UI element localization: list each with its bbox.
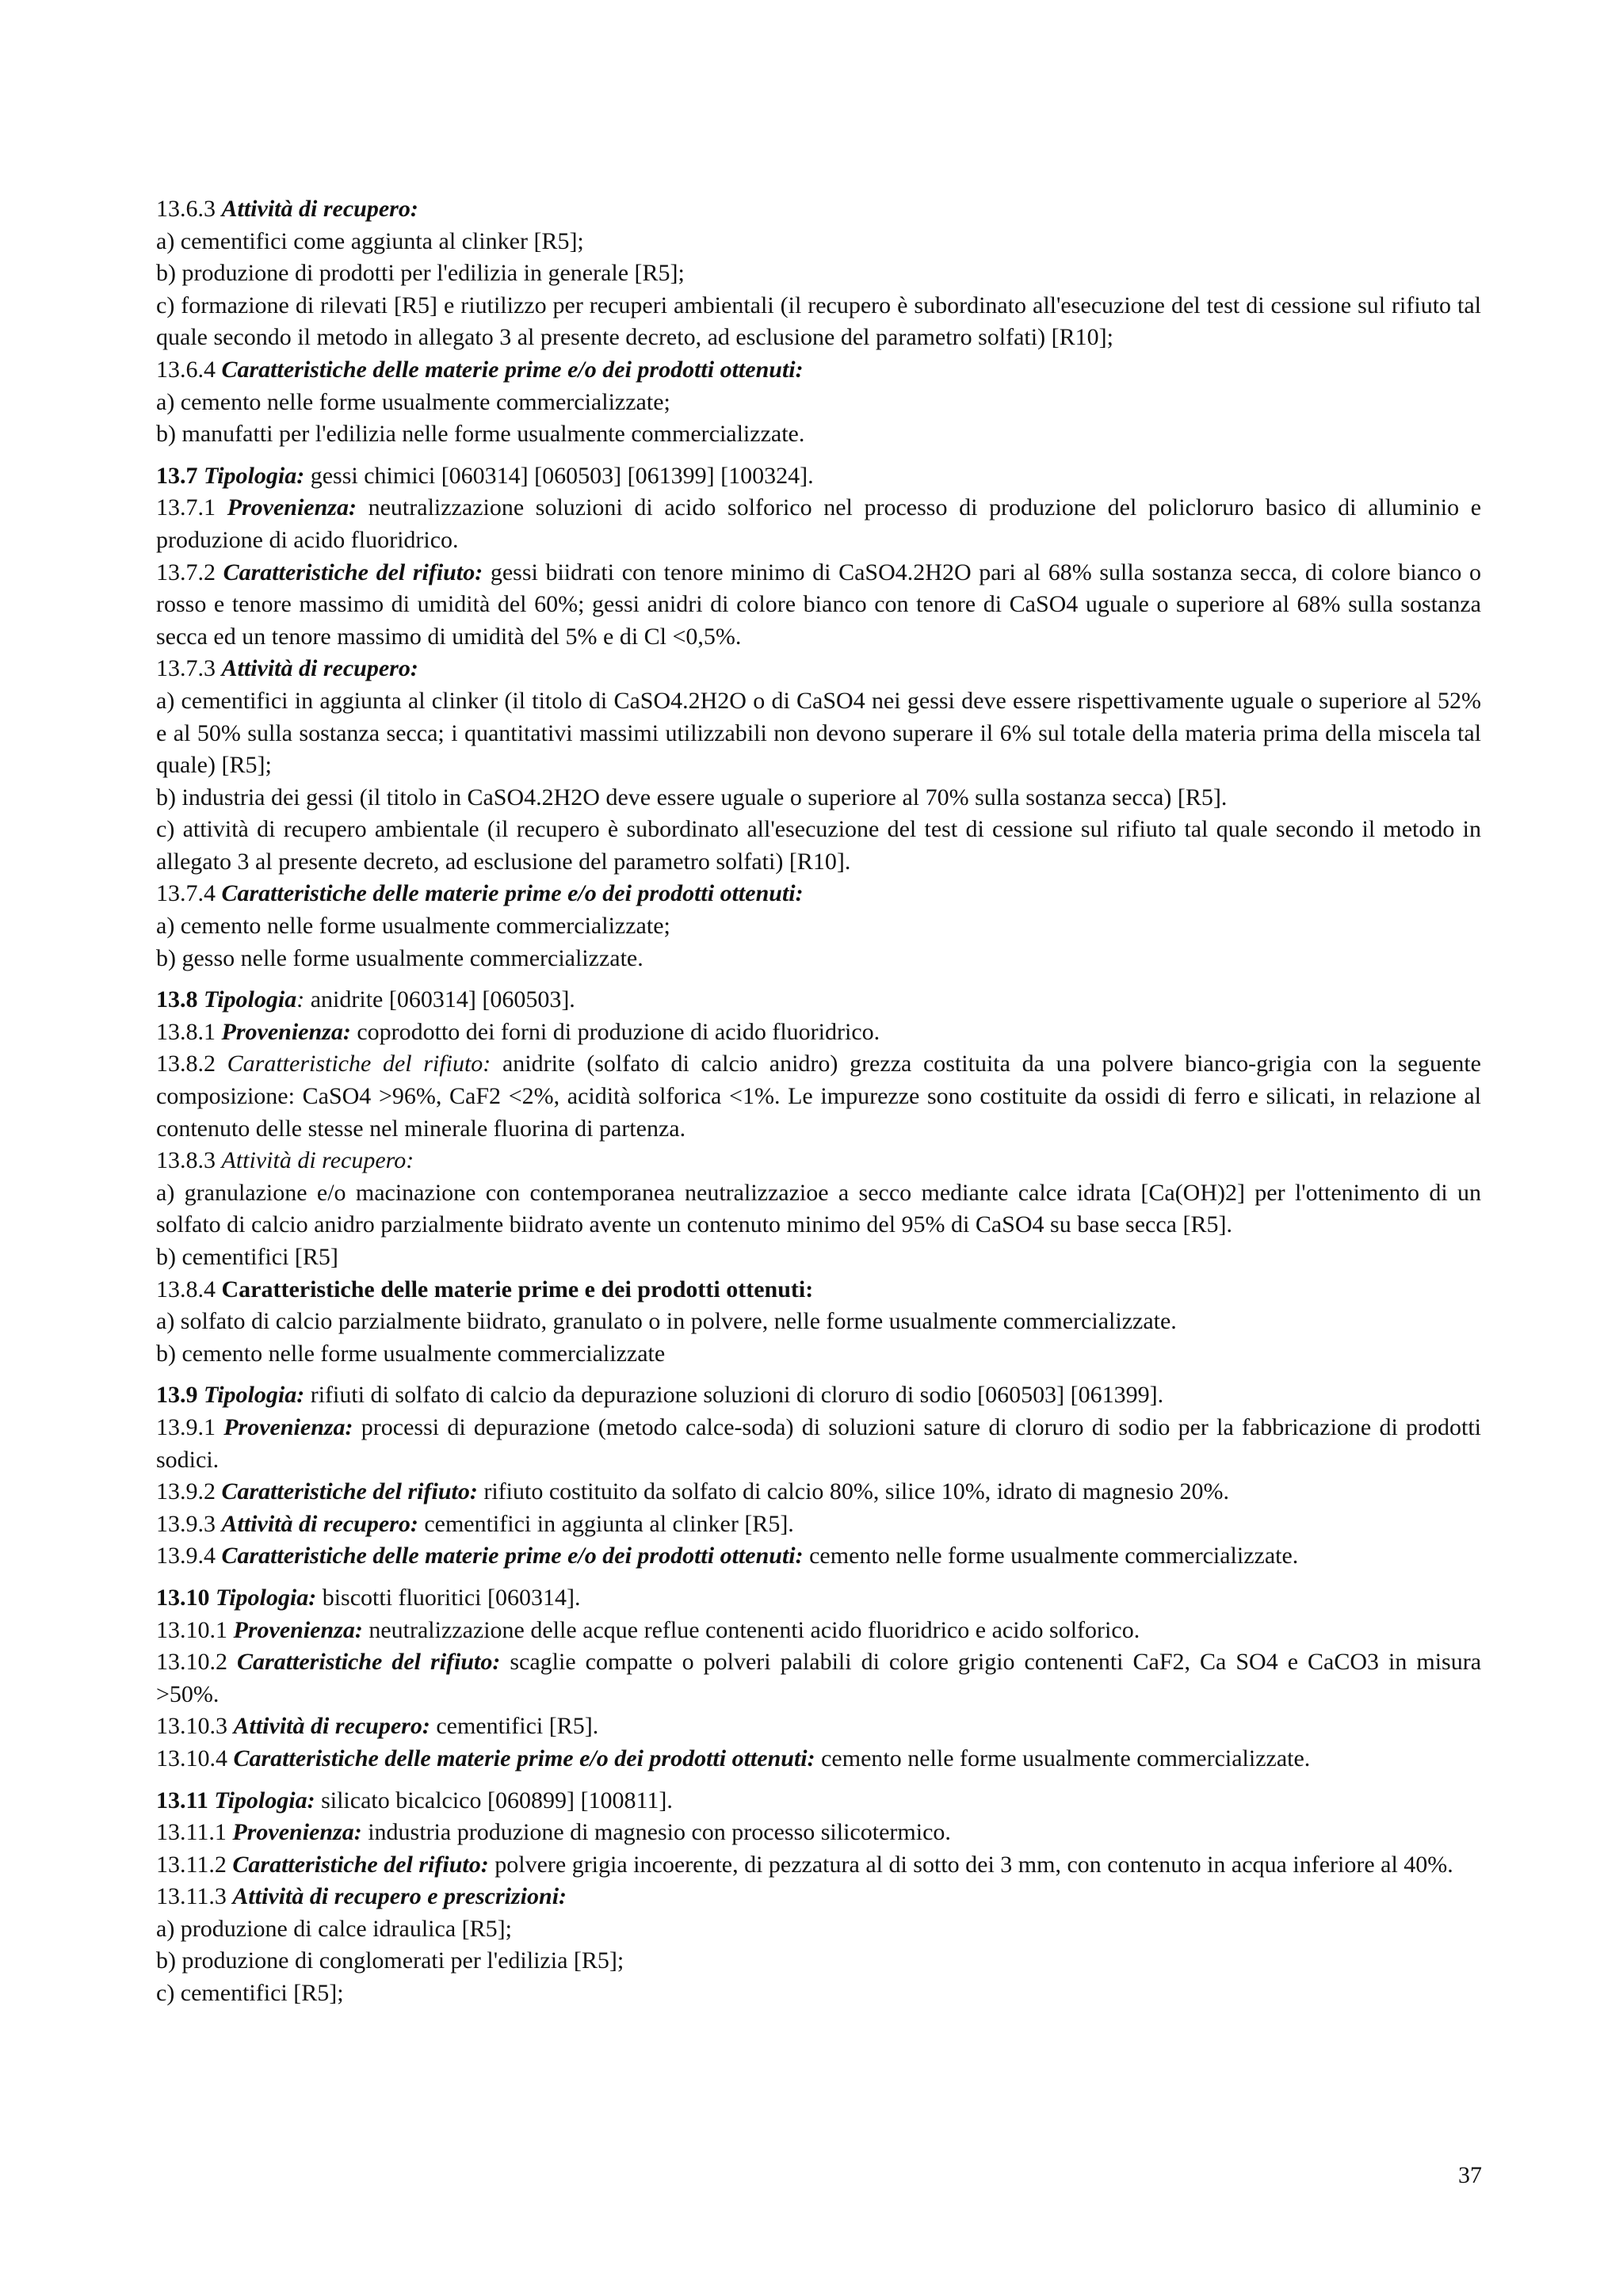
list-item: b) manufatti per l'edilizia nelle forme usualmente commercializzate. <box>156 421 805 448</box>
paragraph-13-7-1: 13.7.1 Provenienza: neutralizzazione soluzioni di acido solforico nel processo di produzione del policloruro basico di alluminio e produzione di acido fluoridrico. <box>156 494 1482 553</box>
paragraph-13-7-2: 13.7.2 Caratteristiche del rifiuto: gessi biidrati con tenore minimo di CaSO4.2H2O pari al 68% sulla sostanza secca, di colore bianco o rosso e tenore massimo di umidità del 60%; gessi anidri di colore bianco con tenore di CaSO4 uguale o superiore al 68% sulla sostanza secca ed un tenore massimo di umidità del 5% e di Cl <0,5%. <box>156 559 1482 650</box>
paragraph-13-11-1: 13.11.1 Provenienza: industria produzione di magnesio con processo silicotermico. <box>156 1819 951 1846</box>
paragraph-13-9-1: 13.9.1 Provenienza: processi di depurazione (metodo calce-soda) di soluzioni sature di cloruro di sodio per la fabbricazione di prodotti sodici. <box>156 1413 1482 1473</box>
paragraph-13-9-4: 13.9.4 Caratteristiche delle materie prime e/o dei prodotti ottenuti: cemento nelle forme usualmente commercializzate. <box>156 1543 1299 1569</box>
paragraph-13-8-1: 13.8.1 Provenienza: coprodotto dei forni di produzione di acido fluoridrico. <box>156 1018 880 1045</box>
paragraph-13-8-2: 13.8.2 Caratteristiche del rifiuto: anidrite (solfato di calcio anidro) grezza costituita da una polvere bianco-grigia con la seguente composizione: CaSO4 >96%, CaF2 <2%, acidità solforica <1%. Le impurezze sono costituite da ossidi di ferro e silicati, in relazione al contenuto delle stesse nel minerale fluorina di partenza. <box>156 1051 1481 1142</box>
paragraph-13-11-2: 13.11.2 Caratteristiche del rifiuto: polvere grigia incoerente, di pezzatura al di sotto dei 3 mm, con contenuto in acqua inferiore al 40%. <box>156 1851 1453 1878</box>
list-item: b) gesso nelle forme usualmente commercializzate. <box>156 944 643 971</box>
page-number: 37 <box>1458 2162 1482 2188</box>
list-item: b) cementifici [R5] <box>156 1244 338 1270</box>
list-item: a) solfato di calcio parzialmente biidrato, granulato o in polvere, nelle forme usualmente commercializzate. <box>156 1308 1177 1335</box>
paragraph-13-10-3: 13.10.3 Attività di recupero: cementifici [R5]. <box>156 1713 599 1740</box>
list-item: b) cemento nelle forme usualmente commercializzate <box>156 1340 666 1367</box>
list-item: a) cementifici in aggiunta al clinker (il titolo di CaSO4.2H2O o di CaSO4 nei gessi deve essere rispettivamente uguale o superiore al 52% e al 50% sulla sostanza secca; i quantitativi massimi utilizzabili non devono superare il 6% sul totale della materia prima della miscela tal quale) [R5]; <box>156 687 1481 779</box>
heading-13-8-3: 13.8.3 Attività di recupero: <box>156 1147 414 1174</box>
list-item: b) produzione di conglomerati per l'edilizia [R5]; <box>156 1947 624 1974</box>
section-13-9-title: 13.9 Tipologia: rifiuti di solfato di calcio da depurazione soluzioni di cloruro di sodio [060503] [061399]. <box>156 1382 1164 1409</box>
section-13-11-title: 13.11 Tipologia: silicato bicalcico [060899] [100811]. <box>156 1787 673 1814</box>
section-13-7-title: 13.7 Tipologia: gessi chimici [060314] [060503] [061399] [100324]. <box>156 462 814 489</box>
list-item: a) cemento nelle forme usualmente commercializzate; <box>156 913 670 940</box>
list-item: b) industria dei gessi (il titolo in CaSO4.2H2O deve essere uguale o superiore al 70% sulla sostanza secca) [R5]. <box>156 784 1228 810</box>
list-item: c) formazione di rilevati [R5] e riutilizzo per recuperi ambientali (il recupero è subordinato all'esecuzione del test di cessione sul rifiuto tal quale secondo il metodo in allegato 3 al presente decreto, ad esclusione del parametro solfati) [R10]; <box>156 292 1481 351</box>
heading-13-8-4: 13.8.4 Caratteristiche delle materie prime e dei prodotti ottenuti: <box>156 1276 814 1302</box>
list-item: b) produzione di prodotti per l'edilizia in generale [R5]; <box>156 260 685 287</box>
list-item: a) cementifici come aggiunta al clinker [R5]; <box>156 227 584 254</box>
heading-13-7-4: 13.7.4 Caratteristiche delle materie prime e/o dei prodotti ottenuti: <box>156 880 804 907</box>
heading-13-11-3: 13.11.3 Attività di recupero e prescrizioni: <box>156 1883 567 1910</box>
list-item: a) cemento nelle forme usualmente commercializzate; <box>156 388 670 415</box>
paragraph-13-9-2: 13.9.2 Caratteristiche del rifiuto: rifiuto costituito da solfato di calcio 80%, silice 10%, idrato di magnesio 20%. <box>156 1478 1229 1505</box>
paragraph-13-10-4: 13.10.4 Caratteristiche delle materie prime e/o dei prodotti ottenuti: cemento nelle forme usualmente commercializzate. <box>156 1745 1311 1772</box>
list-item: a) produzione di calce idraulica [R5]; <box>156 1915 512 1942</box>
list-item: a) granulazione e/o macinazione con contemporanea neutralizzazioe a secco mediante calce idrata [Ca(OH)2] per l'ottenimento di un solfato di calcio anidro parzialmente biidrato avente un contenuto minimo del 95% di CaSO4 su base secca [R5]. <box>156 1179 1481 1238</box>
heading-13-6-4: 13.6.4 Caratteristiche delle materie prime e/o dei prodotti ottenuti: <box>156 356 804 383</box>
document-body <box>156 193 1481 2010</box>
list-item: c) attività di recupero ambientale (il recupero è subordinato all'esecuzione del test di cessione sul rifiuto tal quale secondo il metodo in allegato 3 al presente decreto, ad esclusione del parametro solfati) [R10]. <box>156 816 1481 875</box>
section-13-10-title: 13.10 Tipologia: biscotti fluoritici [060314]. <box>156 1584 581 1611</box>
heading-13-7-3: 13.7.3 Attività di recupero: <box>156 655 418 682</box>
paragraph-13-10-1: 13.10.1 Provenienza: neutralizzazione delle acque reflue contenenti acido fluoridrico e acido solforico. <box>156 1616 1140 1643</box>
section-13-8-title: 13.8 Tipologia: anidrite [060314] [060503]. <box>156 986 575 1013</box>
heading-13-6-3: 13.6.3 Attività di recupero: <box>156 196 418 222</box>
paragraph-13-9-3: 13.9.3 Attività di recupero: cementifici in aggiunta al clinker [R5]. <box>156 1510 794 1537</box>
paragraph-13-10-2: 13.10.2 Caratteristiche del rifiuto: scaglie compatte o polveri palabili di colore grigio contenenti CaF2, Ca SO4 e CaCO3 in misura >50%. <box>156 1649 1482 1707</box>
list-item: c) cementifici [R5]; <box>156 1980 344 2007</box>
